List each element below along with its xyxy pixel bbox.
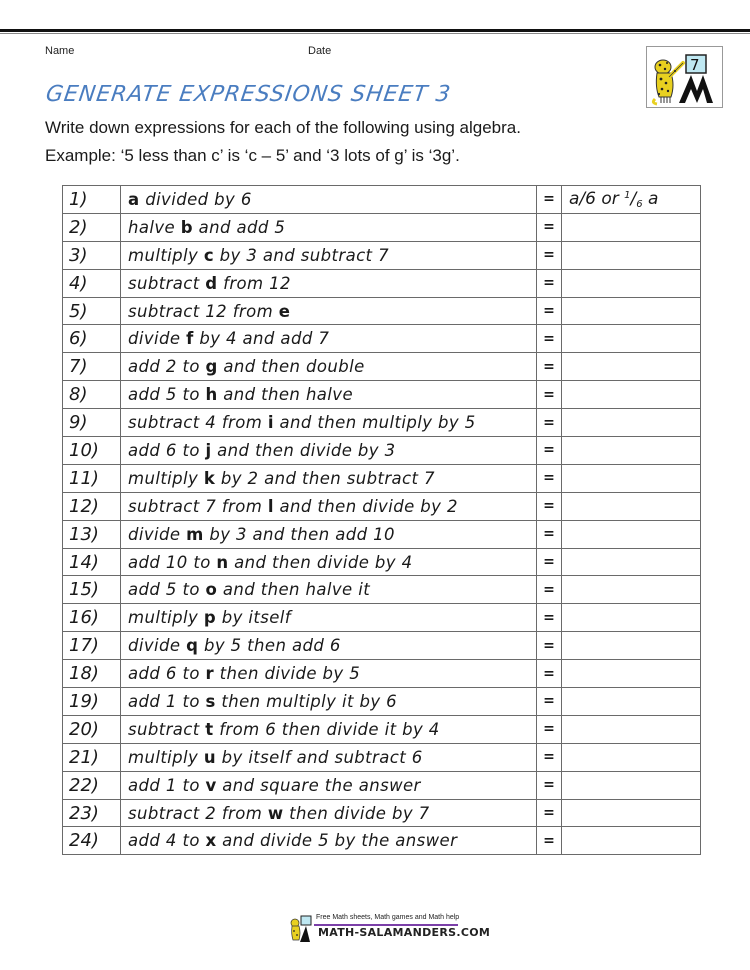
equals-sign: = (537, 799, 562, 827)
question-row (63, 827, 701, 855)
question-number: 6) (63, 325, 121, 353)
question-variable: t (205, 719, 214, 739)
salamander-at-easel-icon (647, 47, 722, 107)
question-row (63, 632, 701, 660)
answer-cell[interactable] (562, 743, 701, 771)
question-text-post: by 3 and then add 10 (203, 524, 395, 544)
question-text-pre: multiply (128, 747, 204, 767)
footer-site-name: MATH-SALAMANDERS.COM (318, 926, 491, 939)
question-text-post: and divide 5 by the answer (216, 831, 458, 851)
question-text-pre: multiply (128, 608, 204, 628)
question-text (121, 520, 537, 548)
questions-table (62, 185, 701, 855)
question-text-post: then divide by 7 (283, 803, 430, 823)
question-number: 12) (63, 492, 121, 520)
equals-sign: = (537, 660, 562, 688)
equals-sign: = (537, 520, 562, 548)
question-text-post: from 6 then divide it by 4 (213, 719, 440, 739)
question-text (121, 827, 537, 855)
question-row (63, 269, 701, 297)
equals-sign: = (537, 353, 562, 381)
question-text-pre: halve (128, 217, 181, 237)
equals-sign: = (537, 186, 562, 214)
equals-sign: = (537, 548, 562, 576)
equals-sign: = (537, 604, 562, 632)
question-text-post: by itself and subtract 6 (216, 747, 423, 767)
question-row (63, 213, 701, 241)
question-row (63, 492, 701, 520)
question-text-pre: add 1 to (128, 775, 206, 795)
question-number: 20) (63, 715, 121, 743)
question-text (121, 576, 537, 604)
question-variable: s (205, 691, 216, 711)
fraction-numerator: 1 (624, 189, 631, 201)
question-number: 22) (63, 771, 121, 799)
question-number: 9) (63, 409, 121, 437)
question-text-pre: add 6 to (128, 440, 206, 460)
page-title: GENERATE EXPRESSIONS SHEET 3 (44, 82, 453, 107)
answer-cell[interactable] (562, 297, 701, 325)
question-variable: v (205, 775, 217, 795)
answer-cell[interactable] (562, 771, 701, 799)
question-number: 1) (63, 186, 121, 214)
question-text (121, 660, 537, 688)
question-number: 16) (63, 604, 121, 632)
easel-number: 7 (690, 56, 700, 74)
question-text (121, 325, 537, 353)
question-variable: m (186, 524, 204, 544)
question-text-pre: add 4 to (128, 831, 206, 851)
answer-cell[interactable] (562, 632, 701, 660)
equals-sign: = (537, 688, 562, 716)
question-text-post: by 5 then add 6 (198, 636, 341, 656)
equals-sign: = (537, 576, 562, 604)
equals-sign: = (537, 241, 562, 269)
question-row (63, 799, 701, 827)
question-variable: i (267, 413, 274, 433)
question-text-post: by 4 and add 7 (193, 329, 330, 349)
question-variable: b (180, 217, 193, 237)
question-text-pre: subtract (128, 719, 206, 739)
question-row (63, 520, 701, 548)
question-number: 5) (63, 297, 121, 325)
answer-cell[interactable] (562, 660, 701, 688)
question-row (63, 604, 701, 632)
question-variable: k (203, 468, 216, 488)
question-text-pre: subtract 7 from (128, 496, 268, 516)
answer-cell[interactable] (562, 799, 701, 827)
question-variable: g (205, 357, 218, 377)
answer-cell[interactable] (562, 353, 701, 381)
question-number: 19) (63, 688, 121, 716)
fraction-denominator: 6 (636, 198, 643, 210)
question-text (121, 548, 537, 576)
question-number: 11) (63, 464, 121, 492)
question-row (63, 241, 701, 269)
question-text (121, 269, 537, 297)
question-text-pre: add 5 to (128, 385, 206, 405)
question-row (63, 325, 701, 353)
question-text-post: divided by 6 (139, 189, 252, 209)
question-variable: f (186, 329, 194, 349)
name-label: Name (45, 45, 75, 57)
equals-sign: = (537, 492, 562, 520)
question-number: 24) (63, 827, 121, 855)
question-variable: w (267, 803, 284, 823)
question-number: 14) (63, 548, 121, 576)
question-row (63, 297, 701, 325)
question-text (121, 799, 537, 827)
question-text (121, 604, 537, 632)
questions-table-body (63, 186, 701, 855)
question-variable: p (203, 608, 217, 628)
question-variable: u (203, 747, 216, 767)
question-variable: a (128, 189, 140, 209)
question-text-post: from 12 (217, 273, 291, 293)
equals-sign: = (537, 325, 562, 353)
question-text (121, 492, 537, 520)
question-text-post: by itself (216, 608, 291, 628)
question-variable: l (267, 496, 274, 516)
equals-sign: = (537, 213, 562, 241)
question-row (63, 353, 701, 381)
question-text (121, 213, 537, 241)
question-number: 13) (63, 520, 121, 548)
question-variable: x (205, 831, 217, 851)
question-text-pre: add 10 to (128, 552, 217, 572)
question-row (63, 715, 701, 743)
example-answer-tail: a (642, 188, 659, 209)
answer-cell[interactable] (562, 381, 701, 409)
question-text-pre: divide (128, 636, 187, 656)
question-text (121, 381, 537, 409)
question-row (63, 381, 701, 409)
question-row (63, 688, 701, 716)
question-text (121, 743, 537, 771)
answer-cell[interactable] (562, 241, 701, 269)
question-number: 18) (63, 660, 121, 688)
answer-cell[interactable] (562, 520, 701, 548)
answer-cell[interactable] (562, 715, 701, 743)
question-text-post: and then halve (217, 385, 354, 405)
equals-sign: = (537, 297, 562, 325)
question-text-pre: add 6 to (128, 664, 206, 684)
equals-sign: = (537, 464, 562, 492)
question-text-pre: add 2 to (128, 357, 206, 377)
salamander-mini-icon (288, 914, 314, 944)
question-text-pre: subtract 12 from (128, 301, 279, 321)
question-row (63, 464, 701, 492)
question-variable: j (205, 440, 212, 460)
answer-cell[interactable] (562, 604, 701, 632)
question-text-post: by 2 and then subtract 7 (215, 468, 435, 488)
question-text-pre: subtract (128, 273, 206, 293)
question-text-post: and then divide by 2 (273, 496, 458, 516)
answer-cell[interactable] (562, 437, 701, 465)
question-text (121, 715, 537, 743)
question-text-pre: divide (128, 524, 187, 544)
question-text-pre: subtract 4 from (128, 413, 268, 433)
question-text (121, 409, 537, 437)
logo (646, 46, 723, 108)
answer-cell[interactable] (562, 548, 701, 576)
answer-cell[interactable] (562, 464, 701, 492)
question-text-post: and then multiply by 5 (273, 413, 476, 433)
question-variable: r (205, 664, 215, 684)
question-text (121, 241, 537, 269)
question-text-post: and then halve it (217, 580, 371, 600)
question-row (63, 548, 701, 576)
equals-sign: = (537, 771, 562, 799)
example-answer-main: a/6 or (569, 188, 625, 209)
question-row (63, 409, 701, 437)
question-number: 10) (63, 437, 121, 465)
answer-cell[interactable] (562, 325, 701, 353)
answer-cell[interactable] (562, 576, 701, 604)
equals-sign: = (537, 381, 562, 409)
question-text (121, 771, 537, 799)
question-variable: c (203, 245, 215, 265)
question-text (121, 688, 537, 716)
question-variable: q (186, 636, 199, 656)
question-text-pre: divide (128, 329, 187, 349)
date-label: Date (308, 45, 332, 57)
footer-tagline: Free Math sheets, Math games and Math help (316, 914, 460, 921)
question-text-pre: add 5 to (128, 580, 206, 600)
answer-cell[interactable] (562, 269, 701, 297)
answer-cell[interactable] (562, 688, 701, 716)
equals-sign: = (537, 437, 562, 465)
question-row (63, 576, 701, 604)
question-number: 7) (63, 353, 121, 381)
answer-cell-example (562, 186, 701, 214)
question-text-post: and then double (217, 357, 365, 377)
question-number: 23) (63, 799, 121, 827)
question-number: 4) (63, 269, 121, 297)
equals-sign: = (537, 827, 562, 855)
question-variable: h (205, 385, 218, 405)
question-row (63, 437, 701, 465)
question-text-post: then multiply it by 6 (215, 691, 398, 711)
top-border (0, 29, 750, 32)
equals-sign: = (537, 632, 562, 660)
answer-cell[interactable] (562, 827, 701, 855)
equals-sign: = (537, 743, 562, 771)
instructions-line-1: Write down expressions for each of the following using algebra. (45, 118, 521, 137)
question-text-pre: subtract 2 from (128, 803, 268, 823)
question-variable: d (205, 273, 218, 293)
question-text (121, 632, 537, 660)
fraction-slash: / (630, 188, 637, 209)
question-number: 15) (63, 576, 121, 604)
question-number: 17) (63, 632, 121, 660)
question-row (63, 743, 701, 771)
top-border-thin (0, 33, 750, 34)
question-text (121, 464, 537, 492)
question-number: 8) (63, 381, 121, 409)
question-variable: o (205, 580, 218, 600)
question-text (121, 353, 537, 381)
equals-sign: = (537, 409, 562, 437)
question-text-pre: add 1 to (128, 691, 206, 711)
answer-cell[interactable] (562, 492, 701, 520)
footer-logo (288, 914, 491, 944)
question-number: 21) (63, 743, 121, 771)
question-number: 3) (63, 241, 121, 269)
equals-sign: = (537, 715, 562, 743)
equals-sign: = (537, 269, 562, 297)
question-text-post: and then divide by 3 (211, 440, 396, 460)
question-text (121, 186, 537, 214)
question-variable: n (216, 552, 229, 572)
question-text-post: and square the answer (216, 775, 421, 795)
question-text-pre: multiply (128, 468, 204, 488)
question-text-post: and then divide by 4 (228, 552, 413, 572)
question-text-post: and add 5 (192, 217, 286, 237)
question-text-post: then divide by 5 (214, 664, 361, 684)
question-text (121, 297, 537, 325)
question-text-pre: multiply (128, 245, 204, 265)
question-text-post: by 3 and subtract 7 (214, 245, 389, 265)
question-number: 2) (63, 213, 121, 241)
question-row (63, 771, 701, 799)
answer-cell[interactable] (562, 213, 701, 241)
answer-cell[interactable] (562, 409, 701, 437)
question-row (63, 186, 701, 214)
question-text (121, 437, 537, 465)
instructions-example: Example: ‘5 less than c’ is ‘c – 5’ and ‘3 lots of g’ is ‘3g’. (45, 146, 460, 165)
question-variable: e (278, 301, 291, 321)
question-row (63, 660, 701, 688)
